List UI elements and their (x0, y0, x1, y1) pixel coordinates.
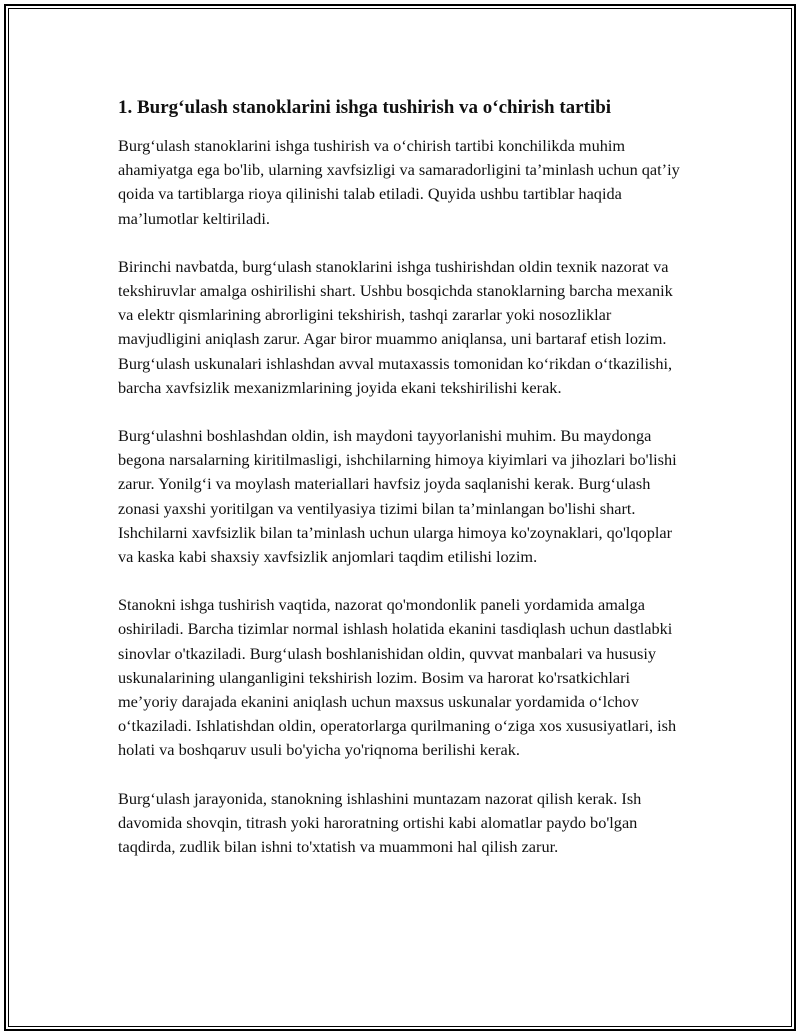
paragraph-intro: Burg‘ulash stanoklarini ishga tushirish va o‘chirish tartibi konchilikda muhim ahamiyatga ega bo'lib, ularning xavfsizligi va samaradorligini ta’minlash uchun qat’iy qoida va tartiblarga rioya qilinishi talab etiladi. Quyida ushbu tartiblar haqida ma’lumotlar keltiriladi. (118, 136, 680, 228)
paragraph-monitoring: Burg‘ulash jarayonida, stanokning ishlashini muntazam nazorat qilish kerak. Ish davomida shovqin, titrash yoki haroratning ortishi kabi alomatlar paydo bo'lgan taqdirda, zudlik bilan ishni to'xtatish va muammoni hal qilish zarur. (118, 788, 642, 857)
document-body (118, 96, 688, 883)
section-title: 1. Burg‘ulash stanoklarini ishga tushirish va o‘chirish tartibi (118, 97, 612, 118)
paragraph-startup: Stanokni ishga tushirish vaqtida, nazorat qo'mondonlik paneli yordamida amalga oshiriladi. Barcha tizimlar normal ishlash holatida ekanini tasdiqlash uchun dastlabki sinovlar o'tkaziladi. Burg‘ulash boshlanishidan oldin, quvvat manbalari va hususiy uskunalarining ulanganligini tekshirish lozim. Bosim va harorat ko'rsatkichlari me’yoriy darajada ekanini aniqlash uchun maxsus uskunalar yordamida o‘lchov o‘tkaziladi. Ishlatishdan oldin, operatorlarga qurilmaning o‘ziga xos xususiyatlari, ish holati va boshqaruv usuli bo'yicha yo'riqnoma berilishi kerak. (118, 595, 677, 760)
paragraph-workarea: Burg‘ulashni boshlashdan oldin, ish maydoni tayyorlanishi muhim. Bu maydonga begona narsalarning kiritilmasligi, ishchilarning himoya kiyimlari va jihozlari bo'lishi zarur. Yonilg‘i va moylash materiallari havfsiz joyda saqlanishi kerak. Burg‘ulash zonasi yaxshi yoritilgan va ventilyasiya tizimi bilan ta’minlangan bo'lishi shart. Ishchilarni xavfsizlik bilan ta’minlash uchun ularga himoya ko'zoynaklari, qo'lqoplar va kaska kabi shaxsiy xavfsizlik anjomlari taqdim etilishi lozim. (118, 426, 677, 567)
paragraph-inspection: Birinchi navbatda, burg‘ulash stanoklarini ishga tushirishdan oldin texnik nazorat va tekshiruvlar amalga oshirilishi shart. Ushbu bosqichda stanoklarning barcha mexanik va elektr qismlarining abrorligini tekshirish, tashqi zararlar yoki nosozliklar mavjudligini aniqlash zarur. Agar biror muammo aniqlansa, uni bartaraf etish lozim. Burg‘ulash uskunalari ishlashdan avval mutaxassis tomonidan ko‘rikdan o‘tkazilishi, barcha xavfsizlik mexanizmlarining joyida ekani tekshirilishi kerak. (118, 256, 673, 397)
